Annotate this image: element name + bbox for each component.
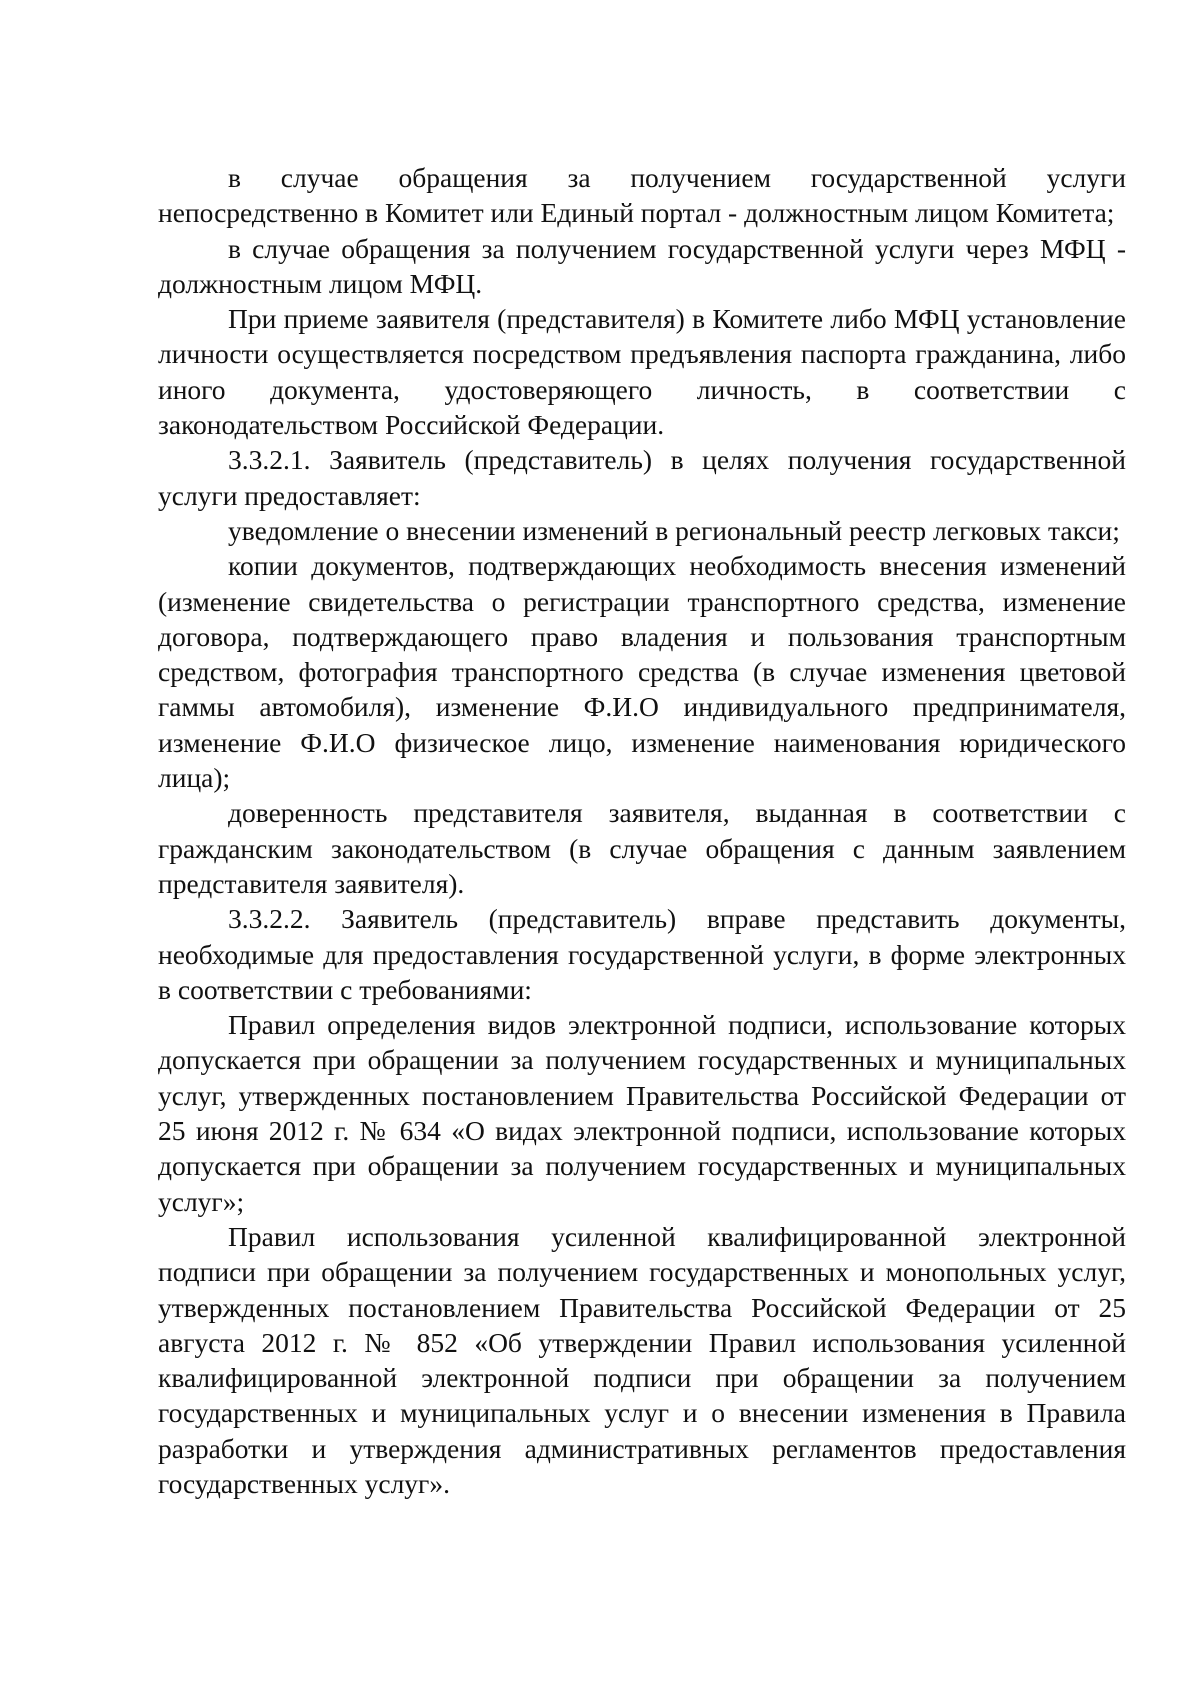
paragraph-clause-3-3-2-1: 3.3.2.1. Заявитель (представитель) в целях получения государственной услуги предоставляет: <box>158 444 1126 511</box>
paragraph-document-copies: копии документов, подтверждающих необходимость внесения изменений (изменение свидетельства о регистрации транспортного средства, изменение договора, подтверждающего право владения и пользования транспортным средством, фотография транспортного средства (в случае изменения цветовой гаммы автомобиля), изменение Ф.И.О индивидуального предпринимателя, изменение Ф.И.О физическое лицо, изменение наименования юридического лица); <box>158 550 1126 794</box>
document-body <box>158 160 1126 1501</box>
paragraph-signature-rules: Правил определения видов электронной подписи, использование которых допускается при обращении за получением государственных и муниципальных услуг, утвержденных постановлением Правительства Российской Федерации от 25 июня 2012 г. № 634 «О видах электронной подписи, использование которых допускается при обращении за получением государственных и муниципальных услуг»; <box>158 1009 1126 1217</box>
paragraph-identity-check: При приеме заявителя (представителя) в Комитете либо МФЦ установление личности осуществляется посредством предъявления паспорта гражданина, либо иного документа, удостоверяющего личность, в соответствии с законодательством Российской Федерации. <box>158 303 1126 441</box>
paragraph-notification: уведомление о внесении изменений в региональный реестр легковых такси; <box>228 514 1120 546</box>
paragraph-clause-3-3-2-2: 3.3.2.2. Заявитель (представитель) вправе представить документы, необходимые для предоставления государственной услуги, в форме электронных в соответствии с требованиями: <box>158 903 1126 1005</box>
paragraph-request-mfc: в случае обращения за получением государственной услуги через МФЦ - должностным лицом МФЦ. <box>158 232 1126 299</box>
paragraph-qualified-signature-rules: Правил использования усиленной квалифицированной электронной подписи при обращении за получением государственных и монопольных услуг, утвержденных постановлением Правительства Российской Федерации от 25 августа 2012 г. № 852 «Об утверждении Правил использования усиленной квалифицированной электронной подписи при обращении за получением государственных и муниципальных услуг и о внесении изменения в Правила разработки и утверждения административных регламентов предоставления государственных услуг». <box>158 1220 1126 1499</box>
paragraph-power-of-attorney: доверенность представителя заявителя, выданная в соответствии с гражданским законодательством (в случае обращения с данным заявлением представителя заявителя). <box>158 797 1126 899</box>
paragraph-request-committee: в случае обращения за получением государственной услуги непосредственно в Комитет или Единый портал - должностным лицом Комитета; <box>158 162 1126 229</box>
